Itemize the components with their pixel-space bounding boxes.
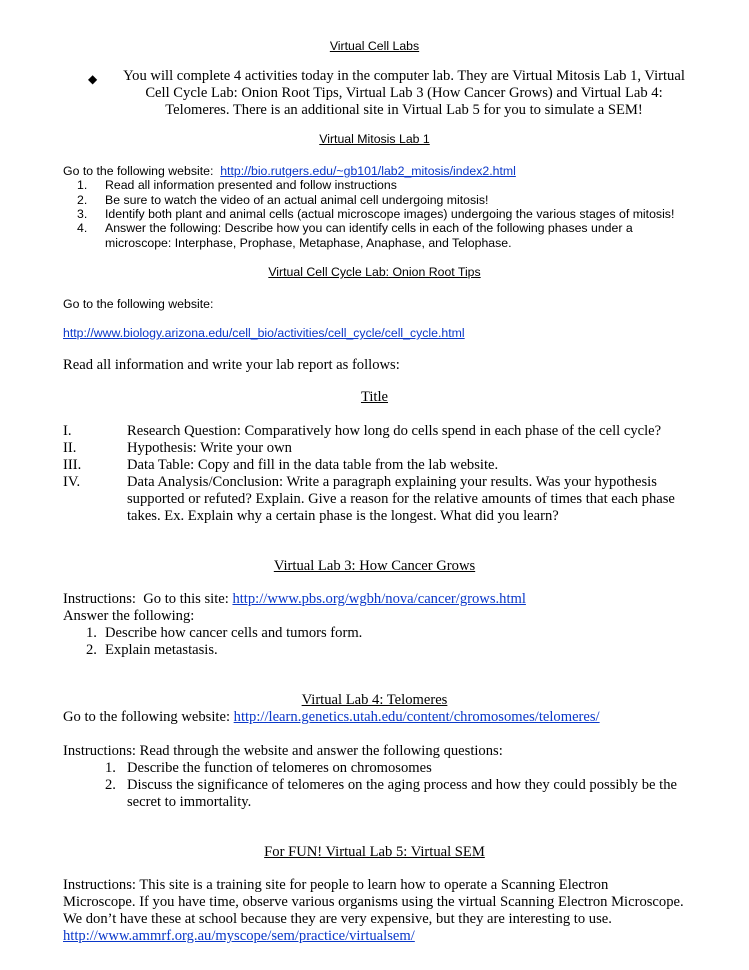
document-title: Virtual Cell Labs: [329, 39, 420, 53]
report-item: IV. Data Analysis/Conclusion: Write a paragraph explaining your results. Was your hypothesis: [63, 474, 657, 490]
cancer-item: 2. Explain metastasis.: [86, 642, 218, 658]
mitosis-item: 3. Identify both plant and animal cells (actual microscope images) undergoing the various stages of mitosis!: [77, 207, 675, 221]
cancer-instructions-line: [63, 591, 526, 608]
sem-line-1: Instructions: This site is a training site for people to learn how to operate a Scanning Electron: [63, 877, 609, 893]
telomeres-item: 2. Discuss the significance of telomeres on the aging process and how they could possibly be the: [105, 777, 677, 793]
mitosis-item: 2. Be sure to watch the video of an actual animal cell undergoing mitosis!: [77, 193, 489, 207]
mitosis-goto-line: [63, 164, 516, 179]
sem-line-3: We don’t have these at school because they are very expensive, but they are interesting to use.: [63, 911, 612, 927]
mitosis-item: 4. Answer the following: Describe how you can identify cells in each of the following phases under a: [77, 221, 633, 235]
report-item-4-continued-1: supported or refuted? Explain. Give a reason for the relative amounts of times that each phase: [127, 491, 675, 507]
mitosis-item: 1. Read all information presented and follow instructions: [77, 178, 397, 192]
telomeres-instructions: Instructions: Read through the website and answer the following questions:: [63, 743, 503, 759]
report-item-4-continued-2: takes. Ex. Explain why a certain phase is the longest. What did you learn?: [127, 508, 559, 524]
mitosis-heading: Virtual Mitosis Lab 1: [319, 132, 430, 146]
mitosis-link[interactable]: http://bio.rutgers.edu/~gb101/lab2_mitosis/index2.html: [220, 164, 516, 178]
cellcycle-heading: Virtual Cell Cycle Lab: Onion Root Tips: [268, 265, 481, 279]
telomeres-item-2-continued: secret to immortality.: [127, 794, 252, 810]
mitosis-item-4-continued: microscope: Interphase, Prophase, Metaphase, Anaphase, and Telophase.: [105, 236, 512, 250]
telomeres-item: 1. Describe the function of telomeres on chromosomes: [105, 760, 432, 776]
cancer-instructions-label: Instructions: Go to this site:: [63, 591, 233, 607]
report-item: I. Research Question: Comparatively how long do cells spend in each phase of the cell cycle?: [63, 423, 662, 439]
telomeres-link[interactable]: http://learn.genetics.utah.edu/content/chromosomes/telomeres/: [233, 709, 600, 725]
cellcycle-read-instructions: Read all information and write your lab report as follows:: [63, 357, 400, 373]
cancer-answer-label: Answer the following:: [63, 608, 195, 624]
sem-link-line: [63, 928, 415, 945]
cellcycle-link[interactable]: http://www.biology.arizona.edu/cell_bio/activities/cell_cycle/cell_cycle.html: [63, 326, 465, 340]
cancer-item: 1. Describe how cancer cells and tumors form.: [86, 625, 363, 641]
report-item: III. Data Table: Copy and fill in the data table from the lab website.: [63, 457, 499, 473]
sem-line-2: Microscope. If you have time, observe various organisms using the virtual Scanning Electron Microscope.: [63, 894, 684, 910]
diamond-bullet-icon: ◆: [88, 72, 98, 86]
intro-line-1: You will complete 4 activities today in the computer lab. They are Virtual Mitosis Lab 1, Virtual: [123, 68, 685, 84]
report-title: Title: [360, 389, 389, 405]
mitosis-goto-label: Go to the following website:: [63, 164, 221, 178]
sem-link[interactable]: http://www.ammrf.org.au/myscope/sem/practice/virtualsem/: [63, 928, 415, 944]
cancer-heading: Virtual Lab 3: How Cancer Grows: [273, 558, 476, 574]
report-item: II. Hypothesis: Write your own: [63, 440, 292, 456]
cellcycle-goto-label: Go to the following website:: [63, 297, 214, 311]
telomeres-goto-label: Go to the following website:: [63, 709, 234, 725]
sem-heading: For FUN! Virtual Lab 5: Virtual SEM: [264, 844, 485, 860]
cellcycle-link-line: [63, 326, 465, 341]
cancer-link[interactable]: http://www.pbs.org/wgbh/nova/cancer/grows.html: [232, 591, 526, 607]
intro-line-3: Telomeres. There is an additional site in Virtual Lab 5 for you to simulate a SEM!: [165, 102, 643, 118]
intro-line-2: Cell Cycle Lab: Onion Root Tips, Virtual Lab 3 (How Cancer Grows) and Virtual Lab 4:: [145, 85, 663, 101]
telomeres-goto-line: [63, 709, 600, 726]
telomeres-heading: Virtual Lab 4: Telomeres: [301, 692, 448, 708]
